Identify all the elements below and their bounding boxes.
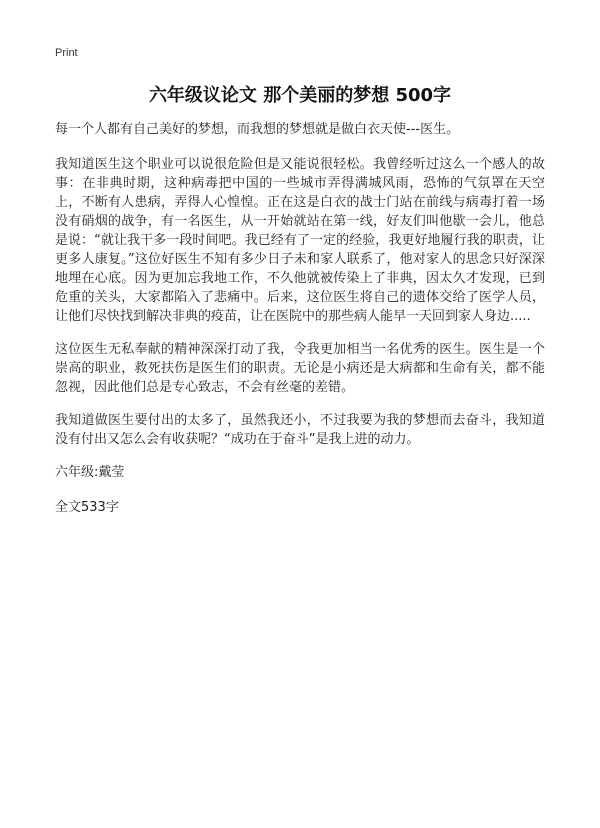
paragraph-intro: 每一个人都有自己美好的梦想，而我想的梦想就是做白衣天使---医生。 xyxy=(55,122,460,137)
article-title: 六年级议论文 那个美丽的梦想 500字 xyxy=(148,85,452,106)
paragraph-story: 我知道医生这个职业可以说很危险但是又能说很轻松。我曾经听过这么一个感人的故事：在非典时期，这种病毒把中国的一些城市弄得满城风雨，恐怖的气氛罩在天空上，不断有人患病，弄得人心惶惶。正在这是白衣的战士门站在前线与病毒打着一场没有硝烟的战争，有一名医生，从一开始就站在第一线，好友们叫他歇一会儿，他总是说：“就让我干多一段时间吧。我已经有了一定的经验，我更好地履行我的职责，让更多人康复。”这位好医生不知有多少日子未和家人联系了，他对家人的思念只好深深地埋在心底。因为更加忘我地工作，不久他就被传染上了非典，因太久才发现，已到危重的关头，大家都陷入了悲痛中。后来，这位医生将自己的遗体交给了医学人员，让他们尽快找到解决非典的疫苗，让在医院中的那些病人能早一天回到家人身边..... xyxy=(55,157,545,324)
paragraph-conclusion: 我知道做医生要付出的太多了，虽然我还小，不过我要为我的梦想而去奋斗，我知道没有付出又怎么会有收获呢？“成功在于奋斗”是我上进的动力。 xyxy=(55,413,545,447)
paragraph-reflection: 这位医生无私奉献的精神深深打动了我，令我更加相当一名优秀的医生。医生是一个崇高的职业，救死扶伤是医生们的职责。无论是小病还是大病都和生命有关，都不能忽视，因此他们总是专心致志，不会有丝毫的差错。 xyxy=(55,342,545,395)
article-body xyxy=(55,120,545,517)
print-link[interactable]: Print xyxy=(55,47,78,59)
word-count: 全文533字 xyxy=(55,500,119,515)
author-line: 六年级:戴莹 xyxy=(55,465,125,480)
